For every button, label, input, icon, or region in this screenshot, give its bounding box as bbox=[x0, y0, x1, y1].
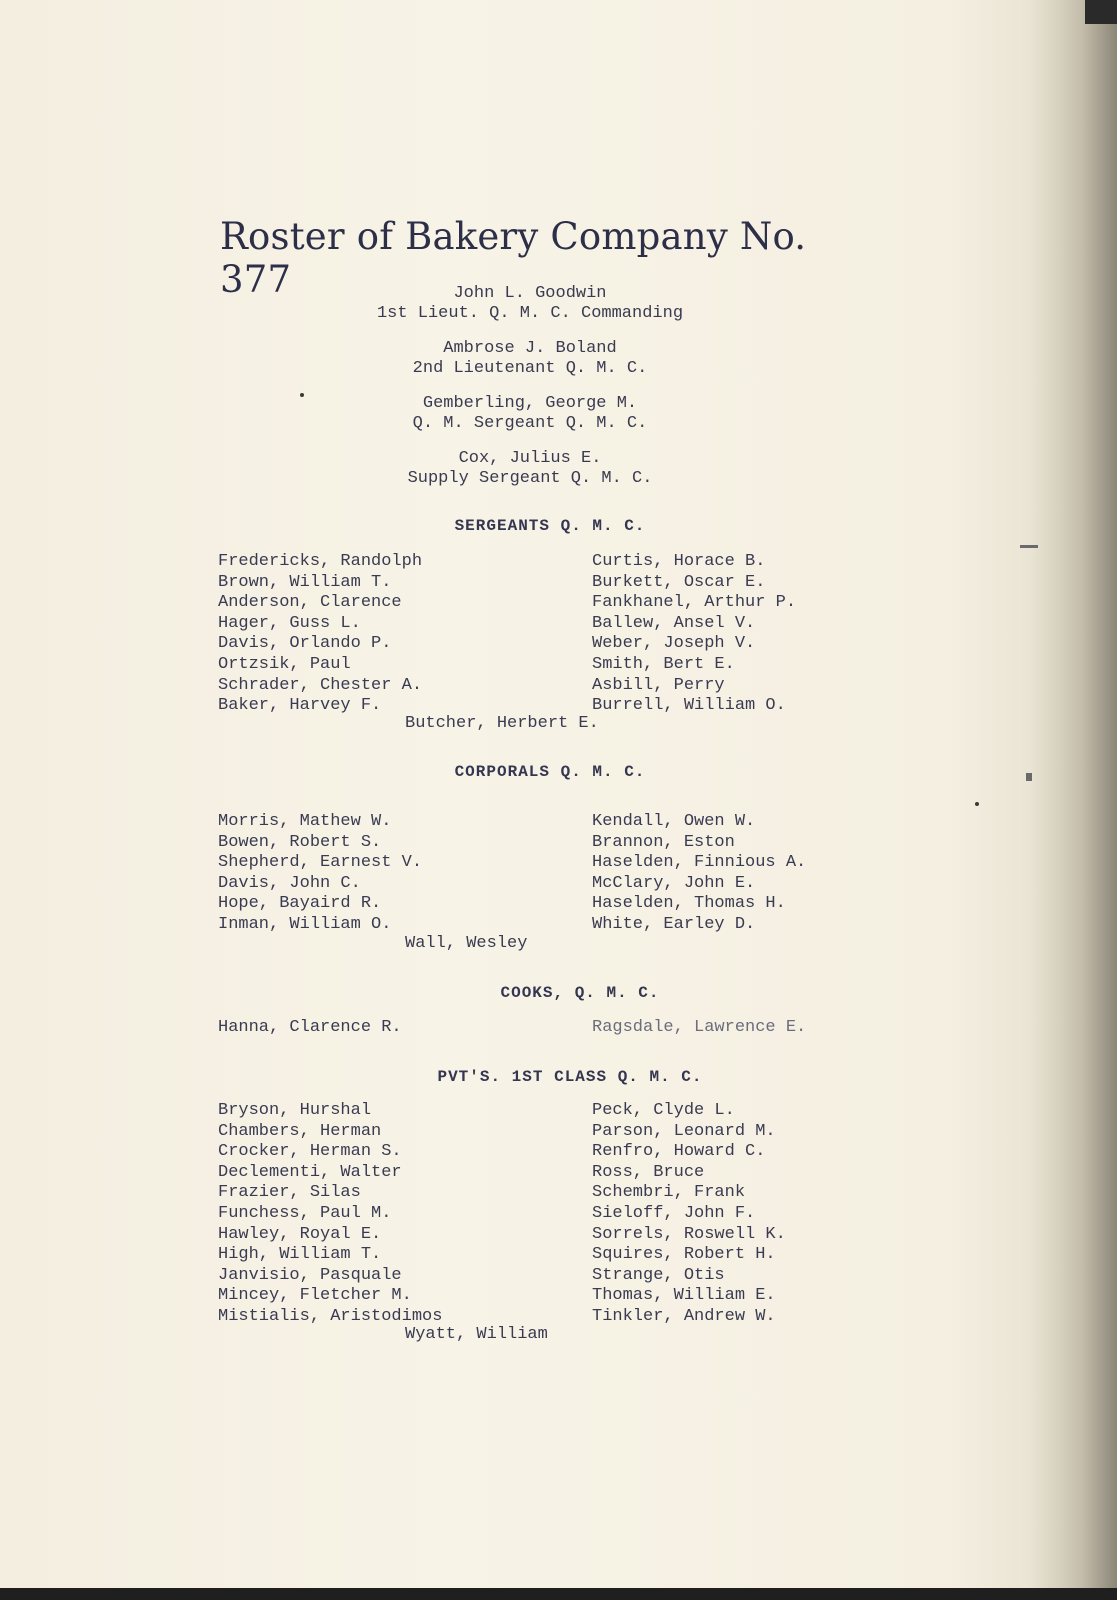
roster-entry: Frazier, Silas bbox=[218, 1183, 361, 1203]
roster-entry: Morris, Mathew W. bbox=[218, 812, 392, 831]
roster-entry: Haselden, Thomas H. bbox=[592, 894, 786, 914]
ink-speck bbox=[975, 802, 979, 806]
roster-entry: High, William T. bbox=[218, 1245, 382, 1265]
sergeants-left-column bbox=[218, 552, 422, 717]
roster-entry: Sieloff, John F. bbox=[592, 1203, 756, 1223]
roster-entry: Ortzsik, Paul bbox=[218, 654, 351, 674]
roster-entry: Renfro, Howard C. bbox=[592, 1142, 766, 1162]
roster-entry: Burrell, William O. bbox=[592, 696, 786, 716]
privates-heading: PVT'S. 1ST CLASS Q. M. C. bbox=[437, 1068, 703, 1086]
roster-entry: Haselden, Finnious A. bbox=[592, 853, 807, 873]
roster-entry: Baker, Harvey F. bbox=[218, 696, 382, 716]
officer-name: Ambrose J. Boland bbox=[443, 339, 617, 358]
roster-entry: Squires, Robert H. bbox=[592, 1245, 776, 1265]
roster-entry: McClary, John E. bbox=[592, 873, 756, 893]
roster-entry: Ross, Bruce bbox=[592, 1162, 705, 1182]
sergeants-heading: SERGEANTS Q. M. C. bbox=[454, 517, 646, 535]
roster-entry: Burkett, Oscar E. bbox=[592, 572, 766, 592]
corporals-heading: CORPORALS Q. M. C. bbox=[454, 763, 646, 781]
roster-entry: Brannon, Eston bbox=[592, 832, 735, 852]
roster-entry: Fankhanel, Arthur P. bbox=[592, 593, 797, 613]
privates-left-column bbox=[218, 1101, 442, 1328]
roster-entry: Chambers, Herman bbox=[218, 1121, 382, 1141]
roster-entry: Strange, Otis bbox=[592, 1265, 725, 1285]
roster-entry: Ragsdale, Lawrence E. bbox=[592, 1018, 807, 1037]
sergeants-right-column bbox=[592, 552, 796, 717]
roster-entry: Weber, Joseph V. bbox=[592, 634, 756, 654]
officer-name: Gemberling, George M. bbox=[422, 394, 638, 413]
roster-entry: Hope, Bayaird R. bbox=[218, 894, 382, 914]
roster-entry: Hawley, Royal E. bbox=[218, 1224, 382, 1244]
page-title: Roster of Bakery Company No. 377 bbox=[220, 215, 807, 301]
roster-entry: Bryson, Hurshal bbox=[218, 1101, 372, 1120]
roster-entry: Tinkler, Andrew W. bbox=[592, 1306, 776, 1326]
officer-name: John L. Goodwin bbox=[453, 284, 607, 303]
page-spine-shadow bbox=[1030, 0, 1117, 1588]
margin-mark bbox=[1020, 545, 1038, 548]
roster-entry: Schrader, Chester A. bbox=[218, 675, 423, 695]
roster-entry: Davis, John C. bbox=[218, 873, 361, 893]
officer-block bbox=[0, 394, 1060, 434]
roster-entry: Bowen, Robert S. bbox=[218, 832, 382, 852]
roster-entry: Janvisio, Pasquale bbox=[218, 1265, 402, 1285]
roster-entry: Hanna, Clarence R. bbox=[218, 1018, 402, 1037]
officer-rank: Q. M. Sergeant Q. M. C. bbox=[412, 414, 648, 433]
roster-entry: Anderson, Clarence bbox=[218, 593, 402, 613]
officer-block bbox=[0, 339, 1060, 379]
roster-entry: Sorrels, Roswell K. bbox=[592, 1224, 786, 1244]
cooks-heading: COOKS, Q. M. C. bbox=[500, 984, 660, 1002]
corporals-left-column bbox=[218, 812, 422, 936]
roster-entry: Davis, Orlando P. bbox=[218, 634, 392, 654]
roster-entry-centered: Butcher, Herbert E. bbox=[405, 714, 599, 733]
roster-entry: Crocker, Herman S. bbox=[218, 1142, 402, 1162]
roster-entry: Inman, William O. bbox=[218, 914, 392, 934]
roster-entry: Fredericks, Randolph bbox=[218, 552, 423, 571]
officer-rank: Supply Sergeant Q. M. C. bbox=[407, 469, 653, 488]
roster-entry: Funchess, Paul M. bbox=[218, 1203, 392, 1223]
corporals-right-column bbox=[592, 812, 806, 936]
roster-entry: Parson, Leonard M. bbox=[592, 1121, 776, 1141]
officer-name: Cox, Julius E. bbox=[458, 449, 602, 468]
roster-entry: Declementi, Walter bbox=[218, 1162, 402, 1182]
roster-entry: Kendall, Owen W. bbox=[592, 812, 756, 831]
roster-entry: Hager, Guss L. bbox=[218, 613, 361, 633]
roster-entry-centered: Wall, Wesley bbox=[405, 934, 528, 953]
roster-entry: White, Earley D. bbox=[592, 914, 756, 934]
roster-entry: Brown, William T. bbox=[218, 572, 392, 592]
roster-entry: Curtis, Horace B. bbox=[592, 552, 766, 571]
roster-entry: Ballew, Ansel V. bbox=[592, 613, 756, 633]
officer-block bbox=[0, 284, 1060, 324]
officer-rank: 2nd Lieutenant Q. M. C. bbox=[412, 359, 648, 378]
roster-entry: Schembri, Frank bbox=[592, 1183, 746, 1203]
privates-right-column bbox=[592, 1101, 786, 1328]
officer-rank: 1st Lieut. Q. M. C. Commanding bbox=[376, 304, 684, 323]
roster-entry: Asbill, Perry bbox=[592, 675, 725, 695]
roster-entry-centered: Wyatt, William bbox=[405, 1325, 548, 1344]
binding-edge bbox=[1085, 0, 1117, 24]
roster-entry: Mistialis, Aristodimos bbox=[218, 1306, 443, 1326]
roster-entry: Shepherd, Earnest V. bbox=[218, 853, 423, 873]
roster-entry: Smith, Bert E. bbox=[592, 654, 735, 674]
roster-entry: Mincey, Fletcher M. bbox=[218, 1286, 412, 1306]
officer-block bbox=[0, 449, 1060, 489]
roster-entry: Thomas, William E. bbox=[592, 1286, 776, 1306]
roster-entry: Peck, Clyde L. bbox=[592, 1101, 735, 1120]
